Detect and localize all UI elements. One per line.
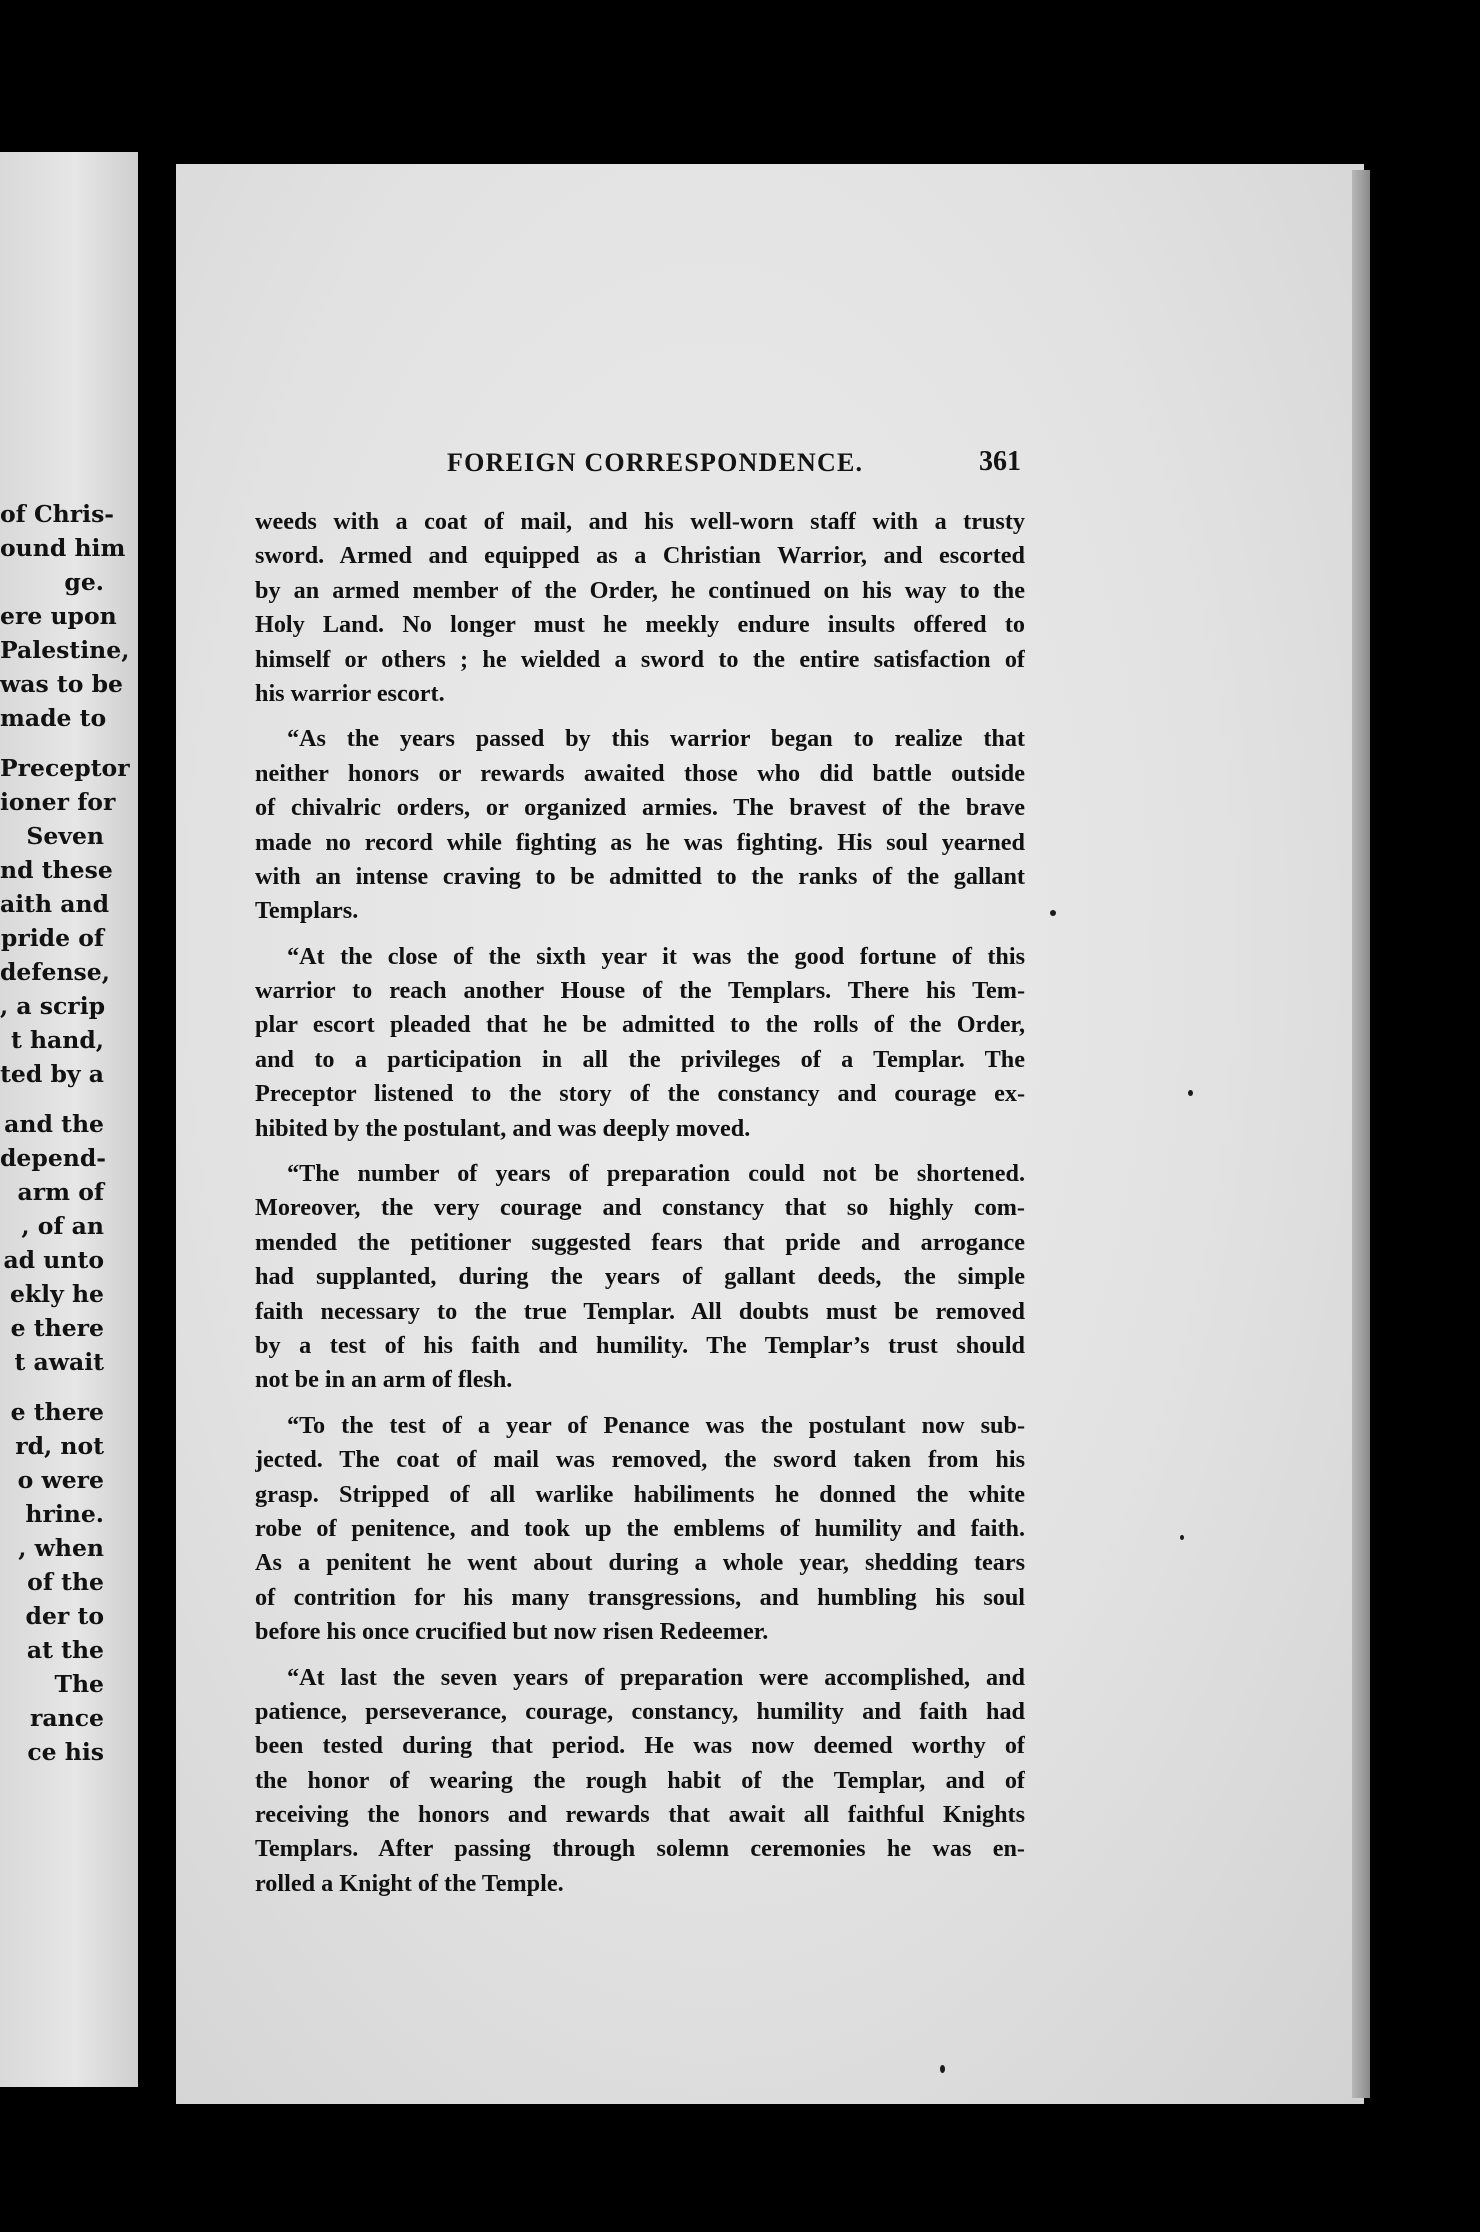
page-edge-shadow <box>1352 170 1370 2098</box>
previous-page-line: t hand, <box>10 1026 104 1054</box>
running-header <box>255 444 1025 484</box>
text-line: made no record while fighting as he was fighting. His soul yearned <box>255 828 1025 856</box>
previous-page-line: aith and <box>0 890 110 918</box>
previous-page-line: o were <box>17 1466 104 1494</box>
text-line: “As the years passed by this warrior began to realize that <box>287 725 1025 753</box>
dust-speck <box>1050 910 1056 916</box>
text-line: and to a participation in all the privileges of a Templar. The <box>255 1045 1025 1073</box>
text-line: of chivalric orders, or organized armies. The bravest of the brave <box>255 794 1025 822</box>
paragraph <box>255 505 1025 711</box>
dust-speck <box>1180 1535 1184 1540</box>
previous-page-line: e there <box>10 1398 104 1426</box>
paragraph <box>255 1157 1025 1398</box>
previous-page-line: , of an <box>21 1212 104 1240</box>
previous-page-line <box>0 1091 104 1107</box>
dust-speck <box>1188 1090 1193 1096</box>
page-number: 361 <box>979 446 1021 477</box>
text-line: himself or others ; he wielded a sword to the entire satisfaction of <box>255 645 1025 673</box>
text-line: Preceptor listened to the story of the constancy and courage ex- <box>255 1080 1025 1108</box>
dust-speck <box>940 2065 945 2073</box>
previous-page-line: of Chris- <box>0 500 115 528</box>
text-line: “The number of years of preparation could not be shortened. <box>287 1160 1025 1188</box>
text-line: of contrition for his many transgressions, and humbling his soul <box>255 1583 1025 1611</box>
text-line: not be in an arm of flesh. <box>255 1366 513 1394</box>
previous-page-line: ekly he <box>9 1280 104 1308</box>
text-line: robe of penitence, and took up the emblems of humility and faith. <box>255 1514 1025 1542</box>
text-line: hibited by the postulant, and was deeply moved. <box>255 1114 751 1142</box>
text-line: jected. The coat of mail was removed, the sword taken from his <box>255 1446 1025 1474</box>
running-title: FOREIGN CORRESPONDENCE. <box>447 448 864 477</box>
text-line: by a test of his faith and humility. The Templar’s trust should <box>255 1331 1025 1359</box>
text-line: grasp. Stripped of all warlike habiliments he donned the white <box>255 1480 1025 1508</box>
text-line: had supplanted, during the years of gallant deeds, the simple <box>255 1263 1025 1291</box>
previous-page-line: and the <box>4 1110 104 1138</box>
text-line: Templars. <box>255 897 359 925</box>
previous-page-line: ound him <box>0 534 126 562</box>
text-line: faith necessary to the true Templar. All doubts must be removed <box>255 1297 1025 1325</box>
text-line: Holy Land. No longer must he meekly endure insults offered to <box>255 611 1025 639</box>
text-line: his warrior escort. <box>255 679 445 707</box>
previous-page-line: , when <box>18 1534 104 1562</box>
text-line: “At the close of the sixth year it was the good fortune of this <box>287 942 1025 970</box>
text-line: patience, perseverance, courage, constancy, humility and faith had <box>255 1697 1025 1725</box>
text-line: receiving the honors and rewards that await all faithful Knights <box>255 1801 1025 1829</box>
previous-page-line: The <box>54 1670 104 1698</box>
previous-page-line: ere upon <box>0 602 117 630</box>
text-line: sword. Armed and equipped as a Christian Warrior, and escorted <box>255 542 1025 570</box>
previous-page-line: e there <box>10 1314 104 1342</box>
previous-page-line: Seven <box>26 822 104 850</box>
text-line: rolled a Knight of the Temple. <box>255 1869 564 1897</box>
previous-page-line: rance <box>30 1704 104 1732</box>
previous-page-line: arm of <box>17 1178 104 1206</box>
previous-page-line: ted by a <box>0 1060 104 1088</box>
previous-page-line: was to be <box>0 670 123 698</box>
text-line: weeds with a coat of mail, and his well-worn staff with a trusty <box>255 508 1025 535</box>
text-line: plar escort pleaded that he be admitted to the rolls of the Order, <box>255 1011 1025 1039</box>
previous-page-line: pride of <box>0 924 104 952</box>
previous-page-line: ioner for <box>0 788 116 816</box>
text-line: As a penitent he went about during a whole year, shedding tears <box>255 1549 1025 1577</box>
previous-page-line: ce his <box>27 1738 104 1766</box>
previous-page-line <box>0 1379 104 1395</box>
previous-page-line: , a scrip <box>0 992 106 1020</box>
paragraph <box>255 722 1025 928</box>
text-line: been tested during that period. He was now deemed worthy of <box>255 1732 1025 1760</box>
text-line: warrior to reach another House of the Templars. There his Tem- <box>255 977 1025 1005</box>
previous-page-text <box>0 497 130 1769</box>
previous-page-line: ad unto <box>3 1246 104 1274</box>
previous-page-line: at the <box>26 1636 104 1664</box>
text-line: Moreover, the very courage and constancy that so highly com- <box>255 1194 1025 1222</box>
previous-page-fragment <box>0 152 138 2087</box>
previous-page-line: of the <box>27 1568 104 1596</box>
text-line: “To the test of a year of Penance was the postulant now sub- <box>287 1411 1025 1439</box>
previous-page-line: defense, <box>0 958 110 986</box>
paragraph <box>255 940 1025 1146</box>
text-line: “At last the seven years of preparation were accomplished, and <box>287 1663 1025 1691</box>
previous-page-line: rd, not <box>15 1432 104 1460</box>
previous-page-line: hrine. <box>25 1500 104 1528</box>
previous-page-line: t await <box>14 1348 104 1376</box>
previous-page-line: Palestine, <box>0 636 130 664</box>
paragraph <box>255 1661 1025 1902</box>
text-line: Templars. After passing through solemn ceremonies he was en- <box>255 1835 1025 1863</box>
previous-page-line: depend- <box>0 1144 107 1172</box>
previous-page-line: Preceptor <box>0 754 130 782</box>
text-line: neither honors or rewards awaited those who did battle outside <box>255 759 1025 787</box>
previous-page-line: ge. <box>64 568 104 596</box>
page-body-text <box>255 505 1025 1912</box>
text-line: by an armed member of the Order, he continued on his way to the <box>255 576 1025 604</box>
paragraph <box>255 1409 1025 1650</box>
previous-page-line: nd these <box>0 856 113 884</box>
previous-page-line: made to <box>0 704 107 732</box>
text-line: with an intense craving to be admitted to the ranks of the gallant <box>255 862 1025 890</box>
text-line: before his once crucified but now risen Redeemer. <box>255 1618 769 1646</box>
text-line: mended the petitioner suggested fears that pride and arrogance <box>255 1228 1025 1256</box>
previous-page-line <box>0 735 104 751</box>
text-line: the honor of wearing the rough habit of the Templar, and of <box>255 1766 1025 1794</box>
previous-page-line: der to <box>25 1602 104 1630</box>
